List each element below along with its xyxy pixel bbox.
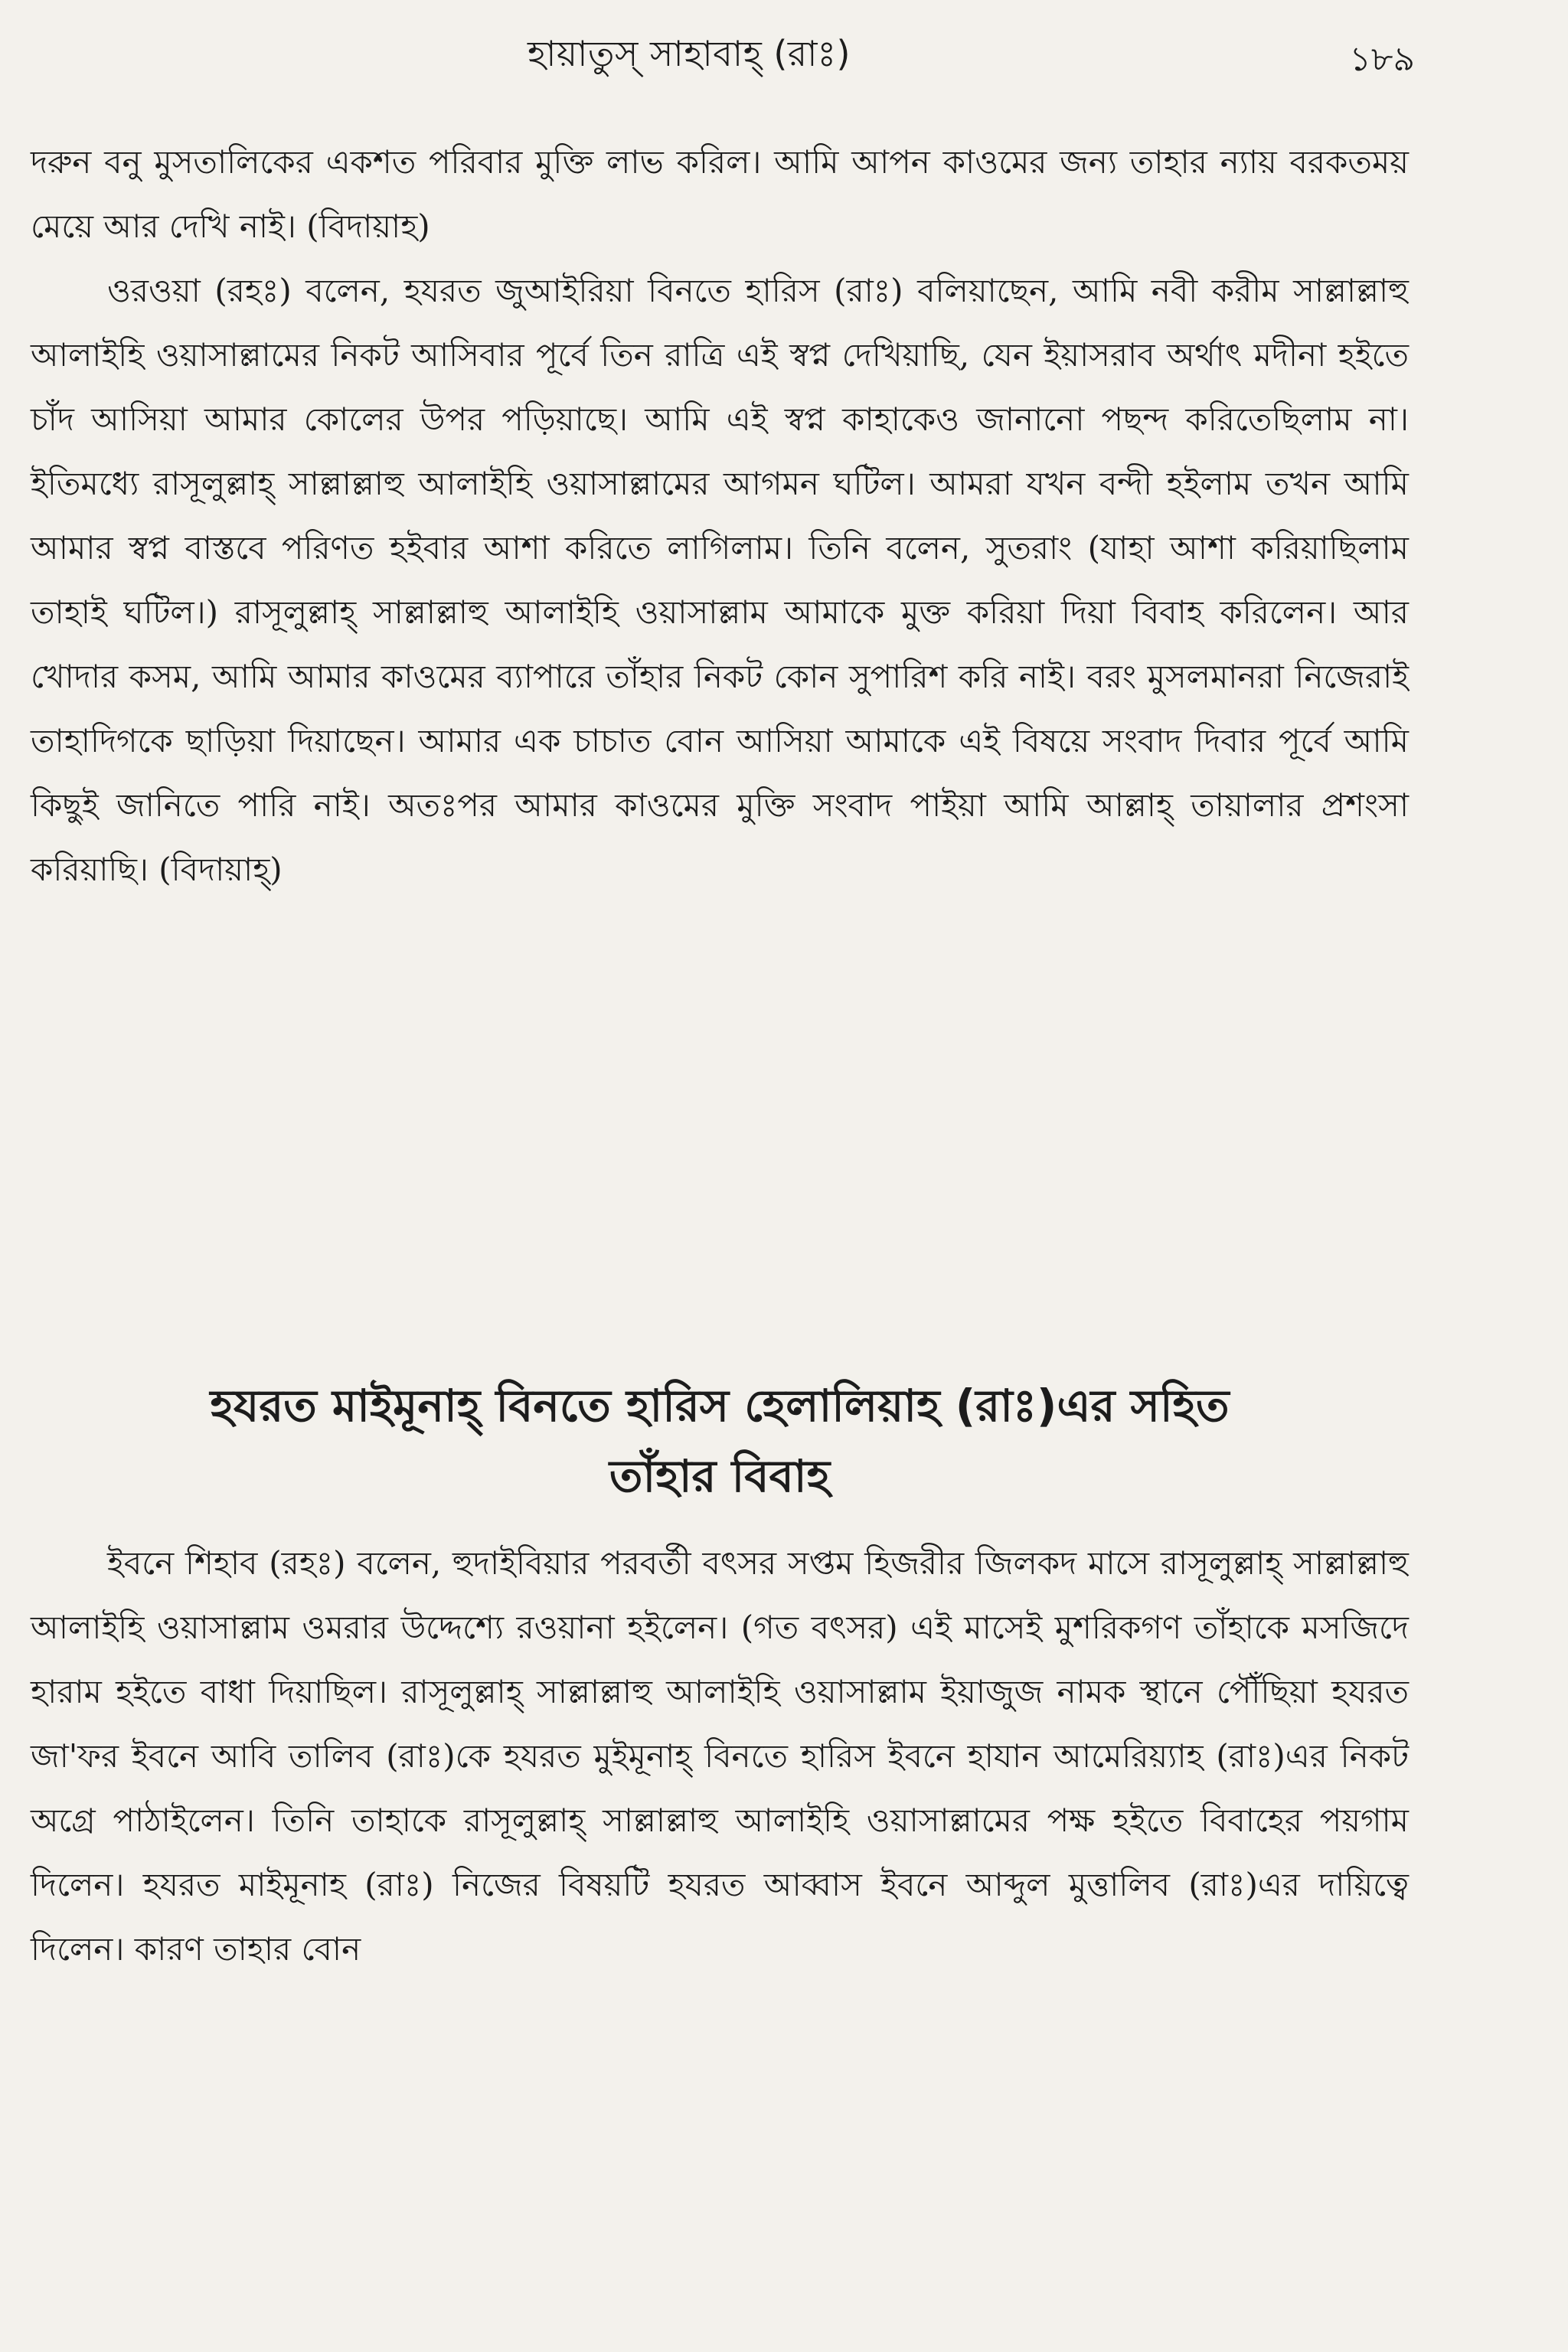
paragraph-juwairiya: ওরওয়া (রহঃ) বলেন, হযরত জুআইরিয়া বিনতে হারিস (রাঃ) বলিয়াছেন, আমি নবী করীম সাল্লাল্লাহু আলাইহি ওয়াসাল্লামের নিকট আসিবার পূর্বে তিন রাত্রি এই স্বপ্ন দেখিয়াছি, যেন ইয়াসরাব অর্থাৎ মদীনা হইতে চাঁদ আসিয়া আমার কোলের উপর পড়িয়াছে। আমি এই স্বপ্ন কাহাকেও জানানো পছন্দ করিতেছিলাম না। ইতিমধ্যে রাসূলুল্লাহ্ সাল্লাল্লাহু আলাইহি ওয়াসাল্লামের আগমন ঘটিল। আমরা যখন বন্দী হইলাম তখন আমি আমার স্বপ্ন বাস্তবে পরিণত হইবার আশা করিতে লাগিলাম। তিনি বলেন, সুতরাং (যাহা আশা করিয়াছিলাম তাহাই ঘটিল।) রাসূলুল্লাহ্ সাল্লাল্লাহু আলাইহি ওয়াসাল্লাম আমাকে মুক্ত করিয়া দিয়া বিবাহ করিলেন। আর খোদার কসম, আমি আমার কাওমের ব্যাপারে তাঁহার নিকট কোন সুপারিশ করি নাই। বরং মুসলমানরা নিজেরাই তাহাদিগকে ছাড়িয়া দিয়াছেন। আমার এক চাচাত বোন আসিয়া আমাকে এই বিষয়ে সংবাদ দিবার পূর্বে আমি কিছুই জানিতে পারি নাই। অতঃপর আমার কাওমের মুক্তি সংবাদ পাইয়া আমি আল্লাহ্ তায়ালার প্রশংসা করিয়াছি। (বিদায়াহ্) [31,272,1409,888]
paragraph-continuation: দরুন বনু মুসতালিকের একশত পরিবার মুক্তি লাভ করিল। আমি আপন কাওমের জন্য তাহার ন্যায় বরকতময় মেয়ে আর দেখি নাই। (বিদায়াহ) [31,143,1409,245]
paragraph-maimuna: ইবনে শিহাব (রহঃ) বলেন, হুদাইবিয়ার পরবর্তী বৎসর সপ্তম হিজরীর জিলকদ মাসে রাসূলুল্লাহ্ সাল্লাল্লাহু আলাইহি ওয়াসাল্লাম ওমরার উদ্দেশ্যে রওয়ানা হইলেন। (গত বৎসর) এই মাসেই মুশরিকগণ তাঁহাকে মসজিদে হারাম হইতে বাধা দিয়াছিল। রাসূলুল্লাহ্ সাল্লাল্লাহু আলাইহি ওয়াসাল্লাম ইয়াজুজ নামক স্থানে পৌঁছিয়া হযরত জা'ফর ইবনে আবি তালিব (রাঃ)কে হযরত মুইমূনাহ্ বিনতে হারিস ইবনে হাযান আমেরিয়্যাহ (রাঃ)এর নিকট অগ্রে পাঠাইলেন। তিনি তাহাকে রাসূলুল্লাহ্ সাল্লাল্লাহু আলাইহি ওয়াসাল্লামের পক্ষ হইতে বিবাহের পয়গাম দিলেন। হযরত মাইমূনাহ (রাঃ) নিজের বিষয়টি হযরত আব্বাস ইবনে আব্দুল মুত্তালিব (রাঃ)এর দায়িত্বে দিলেন। কারণ তাহার বোন [31,1544,1409,1968]
page-number: ১৮৯ [1349,40,1415,79]
bottom-text-block [31,1531,1409,1981]
section-heading-line-1: হযরত মাইমূনাহ্ বিনতে হারিস হেলালিয়াহ (রাঃ)এর সহিত [210,1380,1230,1432]
top-text-block [31,130,1409,902]
section-heading [31,1370,1409,1511]
section-heading-line-2: তাঁহার বিবাহ [609,1450,831,1502]
running-header [0,28,1568,89]
running-title: হায়াতুস্ সাহাবাহ্ (রাঃ) [528,33,851,74]
